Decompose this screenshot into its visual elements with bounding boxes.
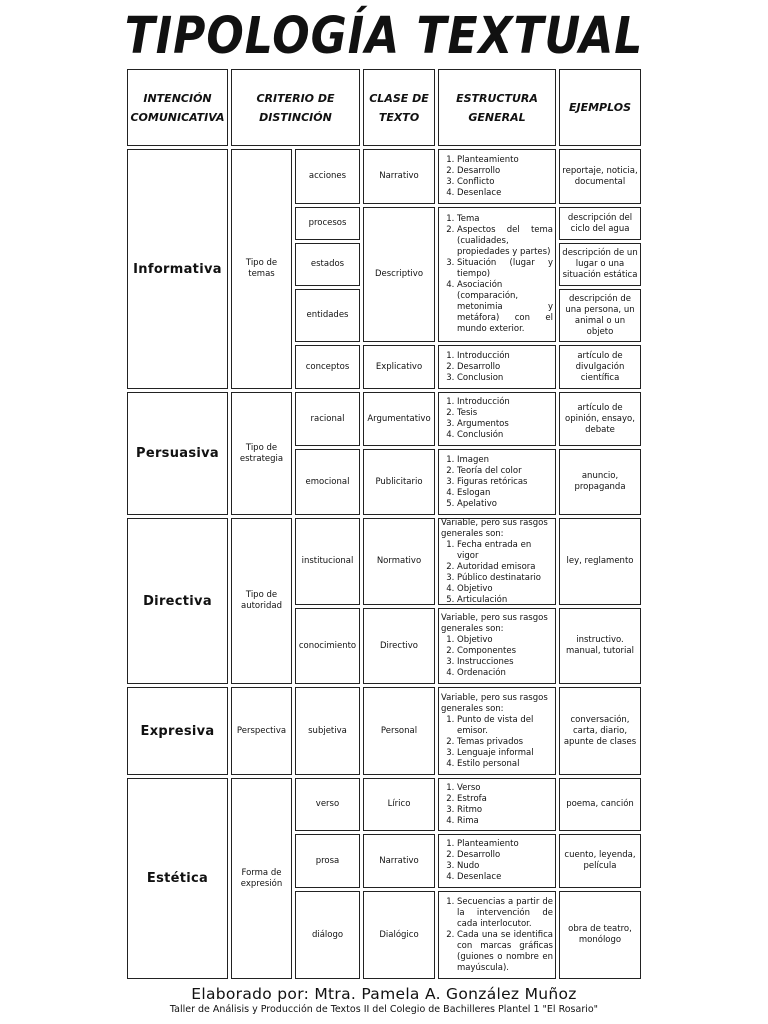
- intencion-cell: Estética: [127, 778, 228, 979]
- subcriterio-cell: entidades: [295, 289, 360, 342]
- estructura-cell: [438, 518, 556, 605]
- ejemplo-cell: artículo de divulgación científica: [559, 345, 641, 389]
- ejemplo-cell: poema, canción: [559, 778, 641, 831]
- estructura-item: 2. Cada una se identifica con marcas gráficas (guiones o nombre en mayúscula).: [457, 930, 553, 974]
- estructura-cell: [438, 891, 556, 979]
- clase-cell: Narrativo: [363, 834, 435, 888]
- estructura-cell: [438, 687, 556, 775]
- estructura-cell: [438, 608, 556, 684]
- estructura-item: 1. Punto de vista del emisor.: [457, 715, 553, 737]
- estructura-item: 3. Instrucciones: [457, 657, 553, 668]
- estructura-item: 1. Fecha entrada en vigor: [457, 540, 553, 562]
- ejemplo-cell: cuento, leyenda, película: [559, 834, 641, 888]
- estructura-item: 2. Desarrollo: [457, 850, 553, 861]
- clase-cell: Normativo: [363, 518, 435, 605]
- estructura-item: 1. Secuencias a partir de la intervención de cada interlocutor.: [457, 897, 553, 930]
- clase-cell: Descriptivo: [363, 207, 435, 342]
- estructura-item: 4. Objetivo: [457, 584, 553, 595]
- header-criterio: CRITERIO DE DISTINCIÓN: [231, 69, 360, 146]
- subcriterio-cell: emocional: [295, 449, 360, 515]
- clase-cell: Publicitario: [363, 449, 435, 515]
- estructura-item: 1. Planteamiento: [457, 839, 553, 850]
- estructura-item: 1. Objetivo: [457, 635, 553, 646]
- estructura-item: 4. Desenlace: [457, 872, 553, 883]
- estructura-item: 3. Conclusion: [457, 373, 553, 384]
- ejemplo-cell: descripción de una persona, un animal o un objeto: [559, 289, 641, 342]
- estructura-item: 4. Asociación (comparación, metonimia y metáfora) con el mundo exterior.: [457, 280, 553, 335]
- subcriterio-cell: racional: [295, 392, 360, 446]
- estructura-item: 4. Desenlace: [457, 188, 553, 199]
- estructura-item: 2. Desarrollo: [457, 166, 553, 177]
- author-credit: Elaborado por: Mtra. Pamela A. González Muñoz: [191, 985, 577, 1003]
- intencion-cell: Expresiva: [127, 687, 228, 775]
- estructura-item: 2. Temas privados: [457, 737, 553, 748]
- subcriterio-cell: subjetiva: [295, 687, 360, 775]
- criterio-cell: Perspectiva: [231, 687, 292, 775]
- intencion-cell: Persuasiva: [127, 392, 228, 515]
- estructura-cell: [438, 149, 556, 204]
- header-estructura: ESTRUCTURA GENERAL: [438, 69, 556, 146]
- ejemplo-cell: descripción del ciclo del agua: [559, 207, 641, 240]
- ejemplo-cell: obra de teatro, monólogo: [559, 891, 641, 979]
- estructura-item: 2. Estrofa: [457, 794, 553, 805]
- estructura-item: 5. Articulación: [457, 595, 553, 606]
- estructura-cell: [438, 345, 556, 389]
- subcriterio-cell: prosa: [295, 834, 360, 888]
- estructura-item: 3. Público destinatario: [457, 573, 553, 584]
- estructura-item: 4. Ordenación: [457, 668, 553, 679]
- clase-cell: Personal: [363, 687, 435, 775]
- subcriterio-cell: conceptos: [295, 345, 360, 389]
- ejemplo-cell: conversación, carta, diario, apunte de clases: [559, 687, 641, 775]
- estructura-item: 3. Situación (lugar y tiempo): [457, 258, 553, 280]
- clase-cell: Explicativo: [363, 345, 435, 389]
- estructura-cell: [438, 778, 556, 831]
- estructura-item: 2. Desarrollo: [457, 362, 553, 373]
- estructura-item: 1. Verso: [457, 783, 553, 794]
- page-title: TIPOLOGÍA TEXTUAL: [124, 7, 644, 66]
- estructura-item: 2. Componentes: [457, 646, 553, 657]
- subcriterio-cell: conocimiento: [295, 608, 360, 684]
- subcriterio-cell: diálogo: [295, 891, 360, 979]
- estructura-item: 3. Ritmo: [457, 805, 553, 816]
- estructura-intro: Variable, pero sus rasgos generales son:: [441, 692, 548, 714]
- estructura-item: 4. Conclusión: [457, 430, 553, 441]
- estructura-cell: [438, 392, 556, 446]
- course-credit: Taller de Análisis y Producción de Textos II del Colegio de Bachilleres Plantel 1 "El Rosario": [169, 1004, 599, 1015]
- header-ejemplos: EJEMPLOS: [559, 69, 641, 146]
- estructura-item: 5. Apelativo: [457, 499, 553, 510]
- estructura-item: 3. Lenguaje informal: [457, 748, 553, 759]
- clase-cell: Narrativo: [363, 149, 435, 204]
- estructura-item: 2. Autoridad emisora: [457, 562, 553, 573]
- ejemplo-cell: ley, reglamento: [559, 518, 641, 605]
- estructura-item: 4. Estilo personal: [457, 759, 553, 770]
- ejemplo-cell: artículo de opinión, ensayo, debate: [559, 392, 641, 446]
- clase-cell: Argumentativo: [363, 392, 435, 446]
- estructura-item: 1. Imagen: [457, 455, 553, 466]
- ejemplo-cell: descripción de un lugar o una situación estática: [559, 243, 641, 286]
- estructura-item: 3. Nudo: [457, 861, 553, 872]
- ejemplo-cell: reportaje, noticia, documental: [559, 149, 641, 204]
- subcriterio-cell: procesos: [295, 207, 360, 240]
- clase-cell: Directivo: [363, 608, 435, 684]
- ejemplo-cell: anuncio, propaganda: [559, 449, 641, 515]
- estructura-item: 3. Figuras retóricas: [457, 477, 553, 488]
- clase-cell: Lírico: [363, 778, 435, 831]
- ejemplo-cell: instructivo. manual, tutorial: [559, 608, 641, 684]
- header-clase: CLASE DE TEXTO: [363, 69, 435, 146]
- estructura-item: 4. Rima: [457, 816, 553, 827]
- estructura-cell: [438, 207, 556, 342]
- header-intencion: INTENCIÓN COMUNICATIVA: [127, 69, 228, 146]
- estructura-intro: Variable, pero sus rasgos generales son:: [441, 613, 548, 634]
- subcriterio-cell: estados: [295, 243, 360, 286]
- subcriterio-cell: acciones: [295, 149, 360, 204]
- estructura-item: 2. Teoría del color: [457, 466, 553, 477]
- criterio-cell: Tipo de temas: [231, 149, 292, 389]
- intencion-cell: Informativa: [127, 149, 228, 389]
- estructura-item: 1. Planteamiento: [457, 155, 553, 166]
- intencion-cell: Directiva: [127, 518, 228, 684]
- clase-cell: Dialógico: [363, 891, 435, 979]
- estructura-item: 2. Aspectos del tema (cualidades, propiedades y partes): [457, 225, 553, 258]
- criterio-cell: Forma de expresión: [231, 778, 292, 979]
- subcriterio-cell: institucional: [295, 518, 360, 605]
- estructura-item: 1. Introducción: [457, 351, 553, 362]
- estructura-intro: Variable, pero sus rasgos generales son:: [441, 517, 548, 539]
- estructura-item: 3. Conflicto: [457, 177, 553, 188]
- criterio-cell: Tipo de estrategia: [231, 392, 292, 515]
- estructura-item: 3. Argumentos: [457, 419, 553, 430]
- subcriterio-cell: verso: [295, 778, 360, 831]
- criterio-cell: Tipo de autoridad: [231, 518, 292, 684]
- estructura-cell: [438, 449, 556, 515]
- estructura-item: 1. Introducción: [457, 397, 553, 408]
- estructura-item: 1. Tema: [457, 214, 553, 225]
- estructura-item: 4. Eslogan: [457, 488, 553, 499]
- estructura-cell: [438, 834, 556, 888]
- estructura-item: 2. Tesis: [457, 408, 553, 419]
